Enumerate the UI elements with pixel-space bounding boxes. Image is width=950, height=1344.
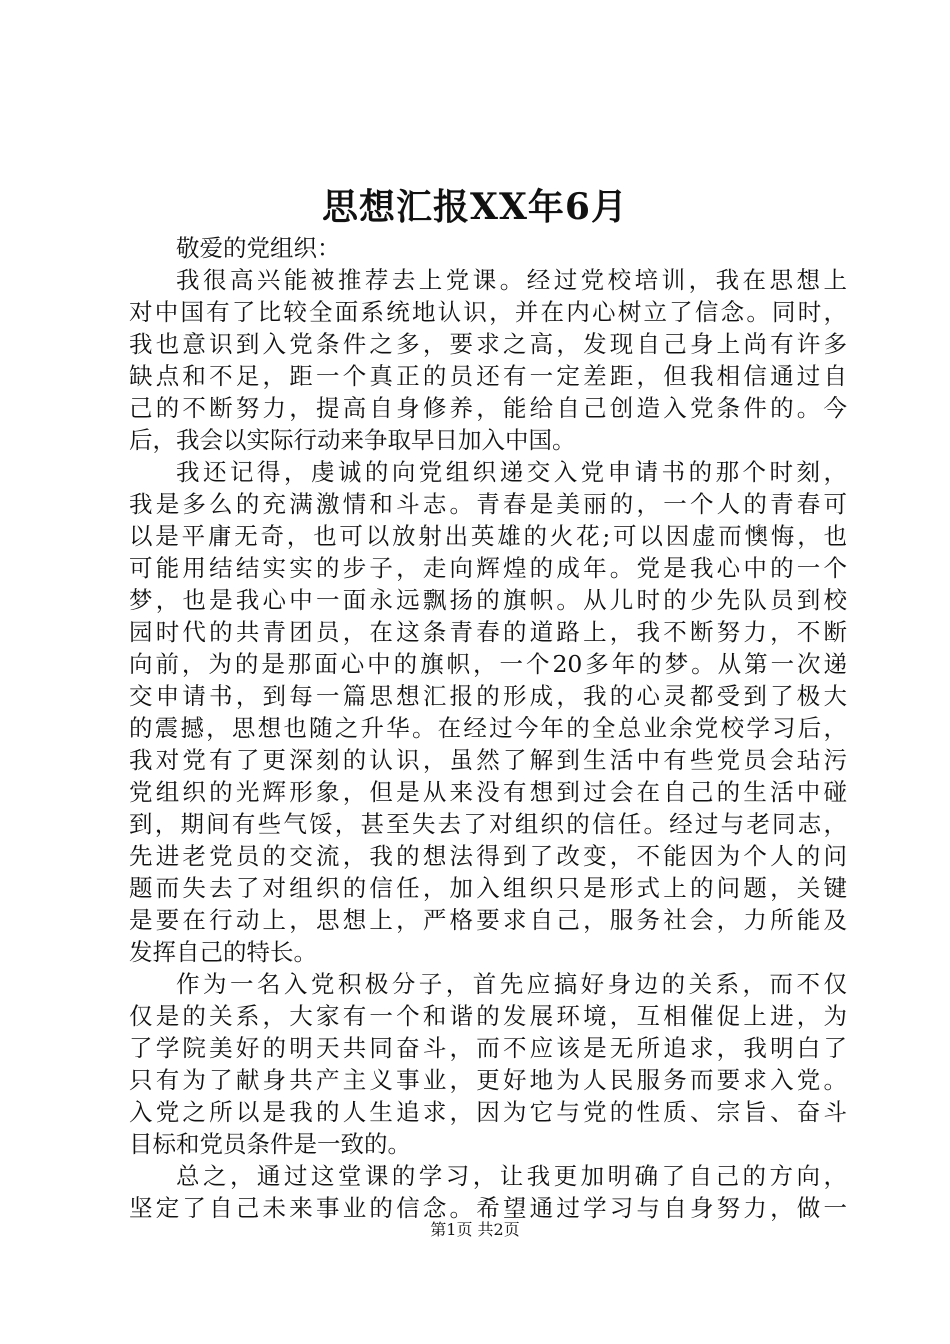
page-footer: 第1页 共2页 [430, 1220, 520, 1239]
body-line: 我对党有了更深刻的认识，虽然了解到生活中有些党员会玷污 [129, 746, 847, 774]
body-line: 作为一名入党积极分子，首先应搞好身边的关系，而不仅 [176, 970, 847, 998]
body-line: 发挥自己的特长。 [129, 938, 317, 966]
body-line: 目标和党员条件是一致的。 [129, 1130, 411, 1158]
body-line: 我还记得，虔诚的向党组织递交入党申请书的那个时刻， [176, 458, 847, 486]
body-line: 后，我会以实际行动来争取早日加入中国。 [129, 426, 576, 454]
body-line: 缺点和不足，距一个真正的员还有一定差距，但我相信通过自 [129, 362, 847, 390]
body-line: 交申请书，到每一篇思想汇报的形成，我的心灵都受到了极大 [129, 682, 847, 710]
body-line: 以是平庸无奇，也可以放射出英雄的火花;可以因虚而懊悔，也 [129, 522, 847, 550]
body-line: 是要在行动上，思想上，严格要求自己，服务社会，力所能及 [129, 906, 847, 934]
body-line: 只有为了献身共产主义事业，更好地为人民服务而要求入党。 [129, 1066, 847, 1094]
body-line: 党组织的光辉形象，但是从来没有想到过会在自己的生活中碰 [129, 778, 847, 806]
body-line: 的震撼，思想也随之升华。在经过今年的全总业余党校学习后， [129, 714, 847, 742]
body-line: 到，期间有些气馁，甚至失去了对组织的信任。经过与老同志， [129, 810, 847, 838]
body-line: 入党之所以是我的人生追求，因为它与党的性质、宗旨、奋斗 [129, 1098, 847, 1126]
body-line: 我是多么的充满激情和斗志。青春是美丽的，一个人的青春可 [129, 490, 847, 518]
body-line: 己的不断努力，提高自身修养，能给自己创造入党条件的。今 [129, 394, 847, 422]
body-line: 了学院美好的明天共同奋斗，而不应该是无所追求，我明白了 [129, 1034, 847, 1062]
body-line: 我很高兴能被推荐去上党课。经过党校培训，我在思想上 [176, 266, 847, 294]
body-line: 先进老党员的交流，我的想法得到了改变，不能因为个人的问 [129, 842, 847, 870]
document-body [129, 232, 847, 1224]
body-line: 园时代的共青团员，在这条青春的道路上，我不断努力，不断 [129, 618, 847, 646]
body-line: 仅是的关系，大家有一个和谐的发展环境，互相催促上进，为 [129, 1002, 847, 1030]
body-line: 坚定了自己未来事业的信念。希望通过学习与自身努力，做一 [129, 1194, 847, 1222]
body-line: 梦，也是我心中一面永远飘扬的旗帜。从儿时的少先队员到校 [129, 586, 847, 614]
document-title: 思想汇报XX年6月 [322, 186, 628, 228]
body-line: 可能用结结实实的步子，走向辉煌的成年。党是我心中的一个 [129, 554, 847, 582]
body-line: 总之，通过这堂课的学习，让我更加明确了自己的方向， [176, 1162, 847, 1190]
body-line: 对中国有了比较全面系统地认识，并在内心树立了信念。同时， [129, 298, 847, 326]
body-line: 我也意识到入党条件之多，要求之高，发现自己身上尚有许多 [129, 330, 847, 358]
body-line: 向前，为的是那面心中的旗帜，一个20多年的梦。从第一次递 [129, 650, 847, 678]
salutation: 敬爱的党组织： [176, 234, 341, 262]
body-line: 题而失去了对组织的信任，加入组织只是形式上的问题，关键 [129, 874, 847, 902]
